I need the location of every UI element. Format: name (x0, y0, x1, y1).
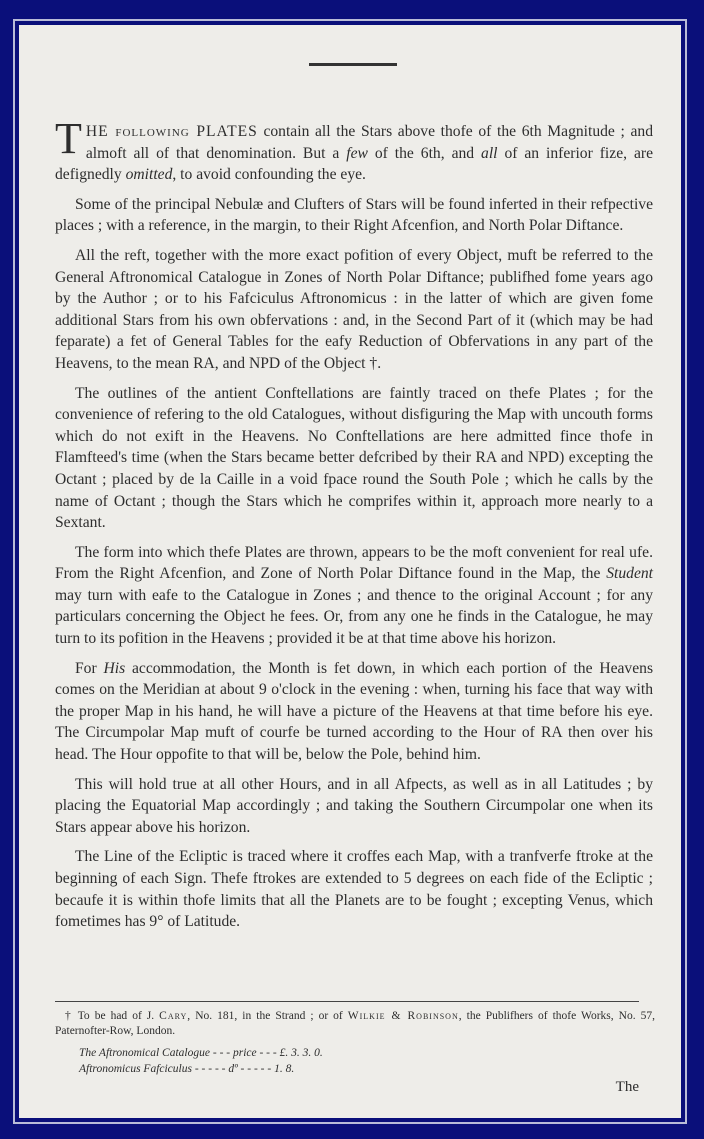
p5-text-a: The form into which thefe Plates are thrown, appears to be the moft convenient for real ufe. From the Right Afcenfion, and Zone of North Polar Diftance found in the Map, the (55, 543, 653, 583)
footnote-text-c: , the Publifhers of thofe Works, No. 57, Paternofter-Row, London. (55, 1010, 655, 1037)
paragraph-8: The Line of the Ecliptic is traced where it croffes each Map, with a tranfverfe ftroke at the beginning of each Sign. Thefe ftrokes are extended to 5 degrees on each fide of the Ecliptic ; becaufe it is within thofe limits that all the Planets are to be fought ; excepting Venus, which fometimes has 9° of Latitude. (55, 848, 653, 931)
price-value: £. 3. 3. 0. (279, 1047, 323, 1059)
opening-caps: HE following PLATES (85, 123, 258, 140)
price-row (79, 1045, 323, 1061)
price-leader: - - - price - - - (209, 1047, 280, 1059)
p1-text-a: contain all the Stars above thofe of the 6th Magnitude ; and almoft all of that denomination. But a (85, 123, 653, 162)
paragraph-5 (55, 542, 653, 650)
header-rule (309, 63, 397, 66)
footnote-text-a: † To be had of J. (65, 1010, 160, 1022)
p1-text-c: of an inferior fize, are defignedly (55, 144, 653, 184)
drop-cap: T (55, 114, 82, 163)
p1-text-d: , to avoid confounding the eye. (172, 166, 366, 184)
footnote-text-b: , No. 181, in the Strand ; or of (187, 1010, 348, 1022)
p6-text-a: For (75, 659, 104, 677)
p1-text-b: of the 6th, and (367, 144, 482, 162)
footnote-cary: Cary (159, 1010, 188, 1022)
p1-few: few (346, 144, 368, 162)
footnote-rule (55, 1001, 639, 1002)
p6-his: His (103, 659, 126, 677)
paragraph-2: Some of the principal Nebulæ and Clufters of Stars will be found inferted in their refpective places ; with a reference, in the margin, to their Right Afcenfion, and North Polar Diftance. (55, 195, 653, 235)
paragraph-7: This will hold true at all other Hours, and in all Afpects, as well as in all Latitudes ; by placing the Equatorial Map accordingly ; and taking the Southern Circumpolar one when its Stars appear above his horizon. (55, 775, 653, 836)
catchword: The (615, 1079, 639, 1095)
p6-text-b: accommodation, the Month is fet down, in which each portion of the Heavens comes on the Meridian at about 9 o'clock in the evening : when, turning his face that way with the proper Map in his hand, he will have a picture of the Heavens at that time before his eye. The Circumpolar Map muft of courfe be turned according to the Hour of RA then over his head. The Hour oppofite to that will be, below the Pole, behind him. (55, 659, 654, 764)
p5-student: Student (606, 565, 653, 583)
paragraph-1 (55, 114, 653, 186)
p1-omitted: omitted (125, 166, 173, 184)
book-page (19, 25, 681, 1118)
p1-all: all (481, 144, 498, 162)
price-label: Aftronomicus Fafciculus (79, 1063, 192, 1075)
body-text (55, 114, 654, 941)
price-leader: - - - - - dº - - - - - (191, 1063, 275, 1075)
p5-text-b: may turn with eafe to the Catalogue in Zones ; and thence to the original Account ; for any particulars concerning the Object he fees. Or, from any one he finds in the Catalogue, he may turn to its pofition in the Heavens ; provided it be at that time above his horizon. (55, 586, 653, 648)
price-list (79, 1045, 323, 1077)
price-label: The Aftronomical Catalogue (79, 1047, 210, 1059)
footnote-publisher: Wilkie & Robinson (347, 1010, 459, 1022)
price-value: 1. 8. (274, 1063, 295, 1075)
paragraph-3: All the reft, together with the more exact pofition of every Object, muft be referred to the General Aftronomical Catalogue in Zones of North Polar Diftance; publifhed fome years ago by the Author ; or to his Fafciculus Aftronomicus : in the latter of which are given fome additional Stars from his own obfervations : and, in the Second Part of it (which may be had feparate) a fet of General Tables for the eafy Reduction of Obfervations in any part of the Heavens, to the mean RA, and NPD of the Object †. (55, 246, 653, 372)
price-row (79, 1061, 323, 1077)
paragraph-4: The outlines of the antient Conftellations are faintly traced on thefe Plates ; for the convenience of refering to the old Catalogues, without disfiguring the Map with uncouth forms which do not exift in the Heavens. No Conftellations are here admitted fince thofe in Flamfteed's time (when the Stars became better defcribed by their RA and NPD) excepting the Octant ; placed by de la Caille in a void fpace round the South Pole ; which he calls by the name of Octant ; though the Stars which he comprifes within it, approach more nearly to a Sextant. (55, 384, 653, 532)
paragraph-6 (55, 658, 653, 766)
footnote (55, 1009, 655, 1039)
